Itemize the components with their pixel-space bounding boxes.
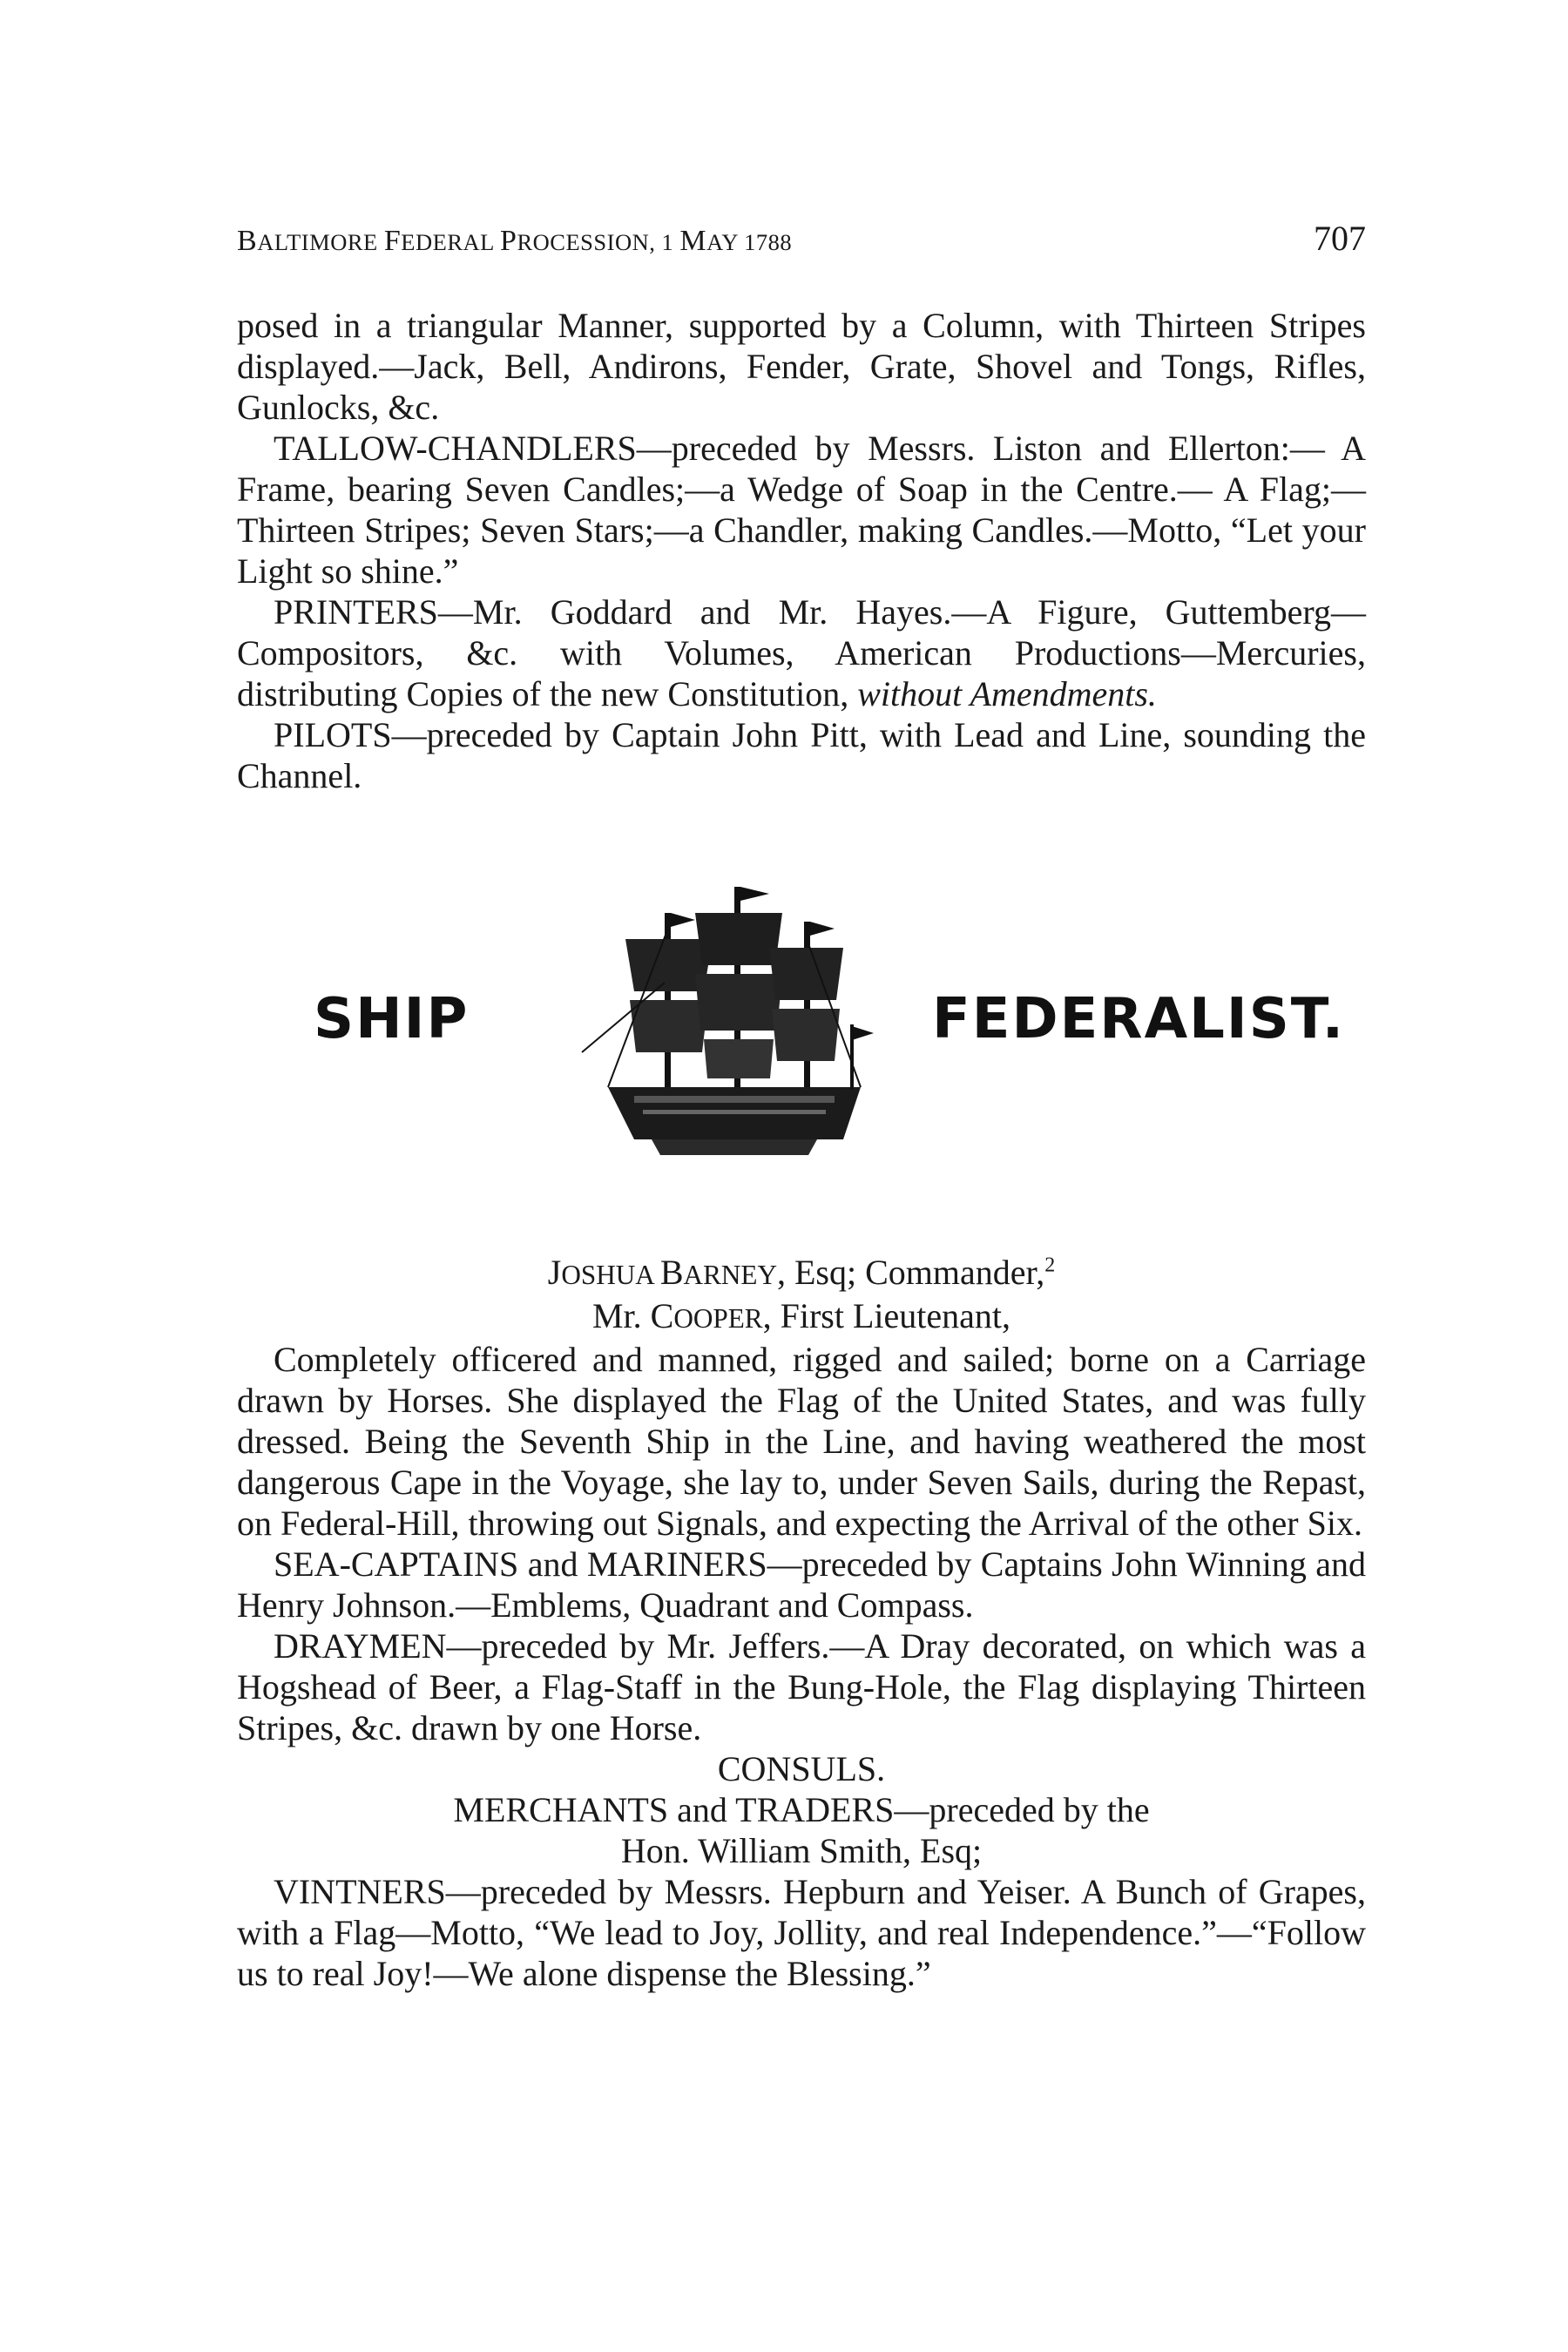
running-head-part: EDERAL [401, 229, 501, 255]
running-head-part: AY 1788 [706, 229, 793, 255]
paragraph [237, 591, 1366, 714]
woodcut-illustration [261, 878, 1359, 1174]
woodcut-word-ship: SHIP [314, 987, 470, 1051]
lieutenant-part: OOPER [673, 1303, 763, 1334]
paragraph: DRAYMEN—preceded by Mr. Jeffers.—A Dray decorated, on which was a Hogshead of Beer, a Flag-Staff in the Bung-Hole, the Flag displaying Thirteen Stripes, &c. drawn by one Horse. [237, 1626, 1366, 1747]
paragraph: posed in a triangular Manner, supported by a Column, with Thirteen Stripes displayed.—Jack, Bell, Andirons, Fender, Grate, Shovel and Tongs, Rifles, Gunlocks, &c. [237, 306, 1366, 427]
commander-name-part: ARNEY [683, 1260, 777, 1290]
commander-name-part: OSHUA [561, 1260, 660, 1290]
running-head-part: B [237, 225, 258, 257]
commander-name-part: J [547, 1253, 562, 1292]
paragraph: VINTNERS—preceded by Messrs. Hepburn and Yeiser. A Bunch of Grapes, with a Flag—Motto, “We lead to Joy, Jollity, and real Independence.”—“Follow us to real Joy!—We alone dispense the Blessing.” [237, 1872, 1366, 1993]
italic-phrase: without Amendments. [857, 674, 1157, 713]
running-head [237, 225, 792, 258]
running-header [237, 218, 1366, 270]
paragraph: SEA-CAPTAINS and MARINERS—preceded by Captains John Winning and Henry Johnson.—Emblems, Quadrant and Compass. [237, 1544, 1366, 1625]
running-head-part: ROCESSION, 1 [517, 229, 680, 255]
footnote-marker: 2 [1044, 1254, 1056, 1277]
lieutenant-line [237, 1295, 1366, 1339]
page-number: 707 [1314, 219, 1366, 258]
merchants-line: MERCHANTS and TRADERS—preceded by the [453, 1790, 1150, 1829]
paragraph: PILOTS—preceded by Captain John Pitt, with Lead and Line, sounding the Channel. [237, 715, 1366, 795]
text-block-top [237, 305, 1366, 796]
commander-name-part: B [659, 1253, 684, 1292]
running-head-part: ALTIMORE [257, 229, 384, 255]
paragraph: Completely officered and manned, rigged and sailed; borne on a Carriage drawn by Horses. She displayed the Flag of the United States, and was fully dressed. Being the Seventh Ship in the Line, and having weathered the most dangerous Cape in the Voyage, she lay to, under Seven Sails, during the Repast, on Federal-Hill, throwing out Signals, and expecting the Arrival of the other Six. [237, 1340, 1366, 1543]
paragraph: TALLOW-CHANDLERS—preceded by Messrs. Liston and Ellerton:— A Frame, bearing Seven Candles;—a Wedge of Soap in the Centre.— A Flag;—Thirteen Stripes; Seven Stars;—a Chandler, making Candles.—Motto, “Let your Light so shine.” [237, 429, 1366, 591]
running-head-part: P [500, 225, 517, 257]
consuls-heading: CONSULS. [717, 1749, 886, 1788]
merchants-line: Hon. William Smith, Esq; [620, 1831, 983, 1870]
lieutenant-part: C [650, 1296, 674, 1335]
lieutenant-part: , First Lieutenant, [762, 1296, 1011, 1335]
lieutenant-part: Mr. [591, 1296, 651, 1335]
text-block-bottom [237, 1252, 1366, 1994]
running-head-part: F [383, 225, 402, 257]
commander-title: , Esq; Commander, [776, 1253, 1045, 1292]
woodcut-word-federalist: FEDERALIST. [932, 987, 1346, 1051]
running-head-part: M [679, 225, 707, 257]
commander-line [237, 1252, 1366, 1295]
paragraph-text: PRINTERS—Mr. Goddard and Mr. Hayes.—A Figure, Guttemberg— Compositors, &c. with Volumes, American Productions—Mercuries, distributing Copies of the new Constitution, [237, 592, 1366, 713]
ship-woodcut-icon [573, 878, 922, 1166]
